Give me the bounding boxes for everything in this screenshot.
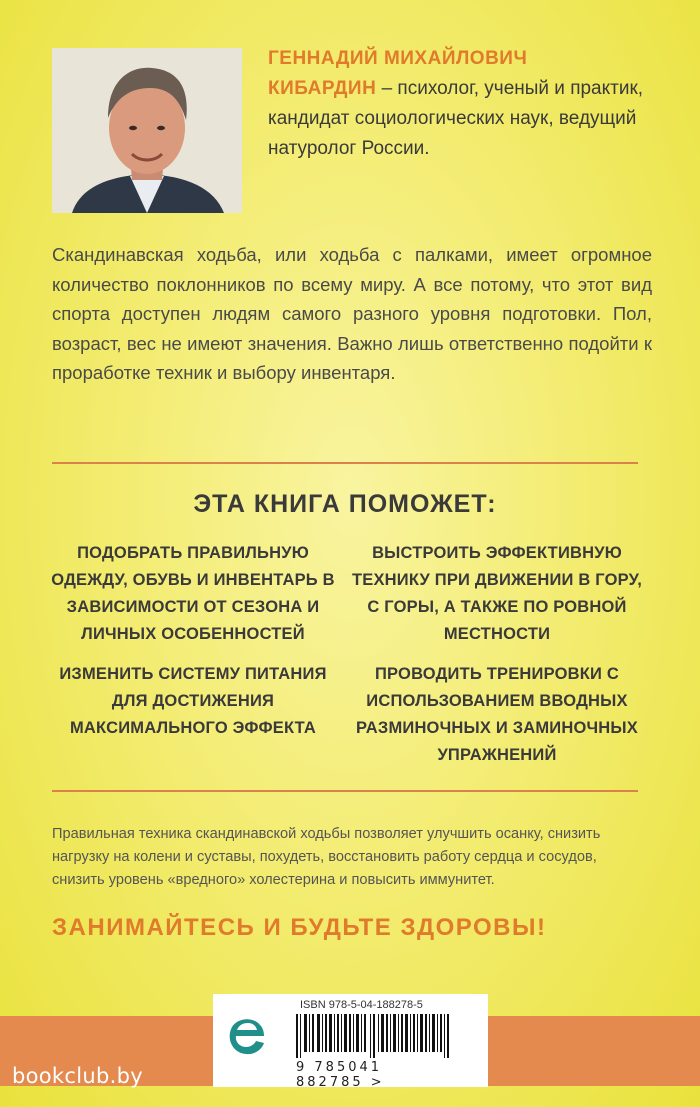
benefits-left-column (43, 540, 343, 755)
intro-paragraph: Скандинавская ходьба, или ходьба с палками, имеет огромное количество поклонников по всему миру. А все потому, что этот вид спорта доступен людям самого разного уровня подготовки. Пол, возраст, вес не имеют значения. Важно лишь ответственно подойти к проработке техник и выбору инвентаря. (52, 244, 652, 383)
benefit-item: ПОДОБРАТЬ ПРАВИЛЬНУЮ ОДЕЖДУ, ОБУВЬ И ИНВЕНТАРЬ В ЗАВИСИМОСТИ ОТ СЕЗОНА И ЛИЧНЫХ ОСОБЕННОСТЕЙ (51, 544, 335, 643)
isbn-text: ISBN 978-5-04-188278-5 (300, 999, 423, 1011)
author-name-line2: КИБАРДИН (268, 78, 377, 99)
author-bio (268, 44, 668, 164)
author-bio-text: – психолог, ученый и практик, кандидат социологических наук, ведущий натуролог России. (268, 78, 644, 159)
summary-text: Правильная техника скандинавской ходьбы позволяет улучшить осанку, снизить нагрузку на колени и суставы, похудеть, восстановить работу сердца и сосудов, снизить уровень «вредного» холестерина и повысить иммунитет. (52, 826, 601, 888)
author-photo (52, 48, 242, 213)
barcode-number: 9 785041 882785 > (296, 1060, 385, 1090)
slogan: ЗАНИМАЙТЕСЬ И БУДЬТЕ ЗДОРОВЫ! (52, 914, 547, 941)
benefit-item: ИЗМЕНИТЬ СИСТЕМУ ПИТАНИЯ ДЛЯ ДОСТИЖЕНИЯ МАКСИМАЛЬНОГО ЭФФЕКТА (59, 665, 327, 737)
author-name-line1: ГЕННАДИЙ МИХАЙЛОВИЧ (268, 48, 528, 69)
divider-top (52, 462, 638, 464)
benefits-right-column (347, 540, 647, 782)
benefit-item: ПРОВОДИТЬ ТРЕНИРОВКИ С ИСПОЛЬЗОВАНИЕМ ВВОДНЫХ РАЗМИНОЧНЫХ И ЗАМИНОЧНЫХ УПРАЖНЕНИЙ (356, 665, 638, 764)
helps-title: ЭТА КНИГА ПОМОЖЕТ: (193, 490, 497, 518)
barcode (296, 1014, 456, 1058)
watermark: bookclub.by (12, 1064, 143, 1088)
divider-bottom (52, 790, 638, 792)
benefit-item: ВЫСТРОИТЬ ЭФФЕКТИВНУЮ ТЕХНИКУ ПРИ ДВИЖЕНИИ В ГОРУ, С ГОРЫ, А ТАКЖЕ ПО РОВНОЙ МЕСТНОСТИ (351, 544, 642, 643)
eksmo-logo-icon (222, 1011, 272, 1066)
